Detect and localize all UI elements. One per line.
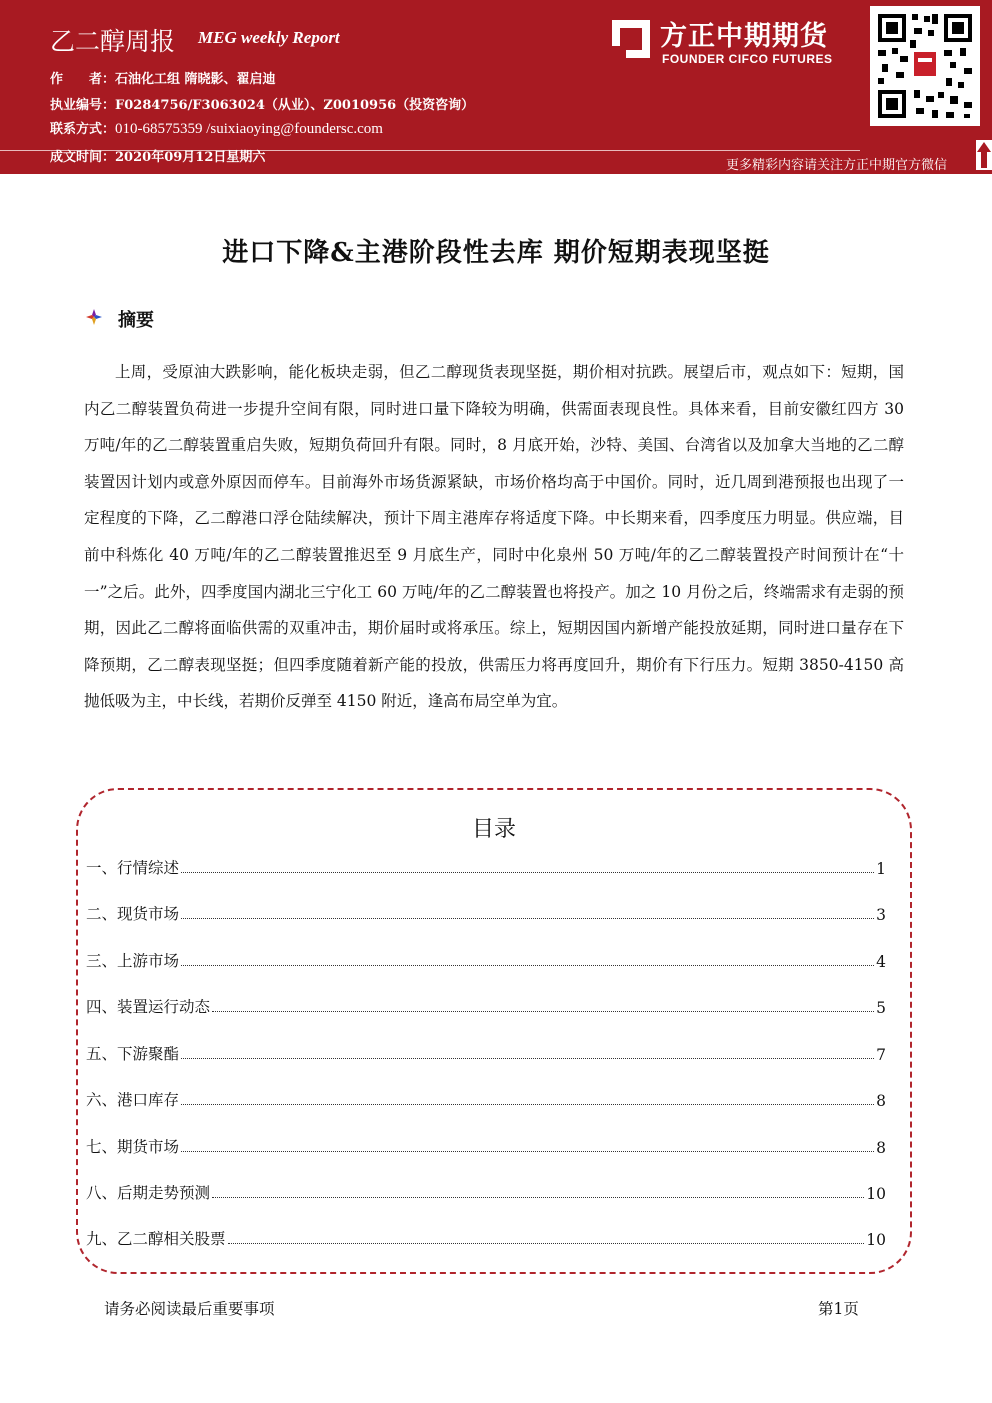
toc-item-label: 三、上游市场 (86, 952, 180, 970)
toc-item[interactable] (86, 949, 886, 971)
toc-item-page: 10 (866, 1231, 886, 1249)
arrow-up-icon (976, 140, 992, 170)
toc-item-page: 4 (876, 953, 886, 971)
toc-item[interactable] (86, 1181, 886, 1203)
toc-item-page: 10 (866, 1185, 886, 1203)
toc-item-page: 7 (876, 1046, 886, 1064)
toc-item[interactable] (86, 902, 886, 924)
bullet-icon (86, 309, 102, 325)
footer-notice: 请务必阅读最后重要事项 (104, 1300, 275, 1318)
toc-item[interactable] (86, 856, 886, 878)
toc-item[interactable] (86, 1227, 886, 1249)
date-label: 成文时间： (50, 150, 116, 165)
report-header (0, 0, 992, 174)
toc-leader (228, 1243, 865, 1244)
toc-item-label: 二、现货市场 (86, 905, 180, 923)
toc-item[interactable] (86, 1042, 886, 1064)
contact-line (50, 118, 383, 138)
toc-leader (181, 1151, 874, 1152)
table-of-contents (76, 788, 912, 1274)
license-label: 执业编号： (50, 98, 116, 113)
toc-item[interactable] (86, 1088, 886, 1110)
toc-item-page: 8 (876, 1139, 886, 1157)
toc-item[interactable] (86, 1135, 886, 1157)
brand-english-name: FOUNDER CIFCO FUTURES (662, 52, 833, 66)
toc-item-label: 八、后期走势预测 (86, 1184, 211, 1202)
abstract-text: 上周，受原油大跌影响，能化板块走弱，但乙二醇现货表现坚挺，期价相对抗跌。展望后市，观点如下：短期，国内乙二醇装置负荷进一步提升空间有限，同时进口量下降较为明确，供需面表现良性。具体来看，目前安徽红四方 30 万吨/年的乙二醇装置重启失败，短期负荷回升有限。同时，8 月底开始，沙特、美国、台湾省以及加拿大当地的乙二醇装置因计划内或意外原因而停车。目前海外市场货源紧缺，市场价格均高于中国价。同时，近几周到港预报也出现了一定程度的下降，乙二醇港口浮仓陆续解决，预计下周主港库存将适度下降。中长期来看，四季度压力明显。供应端，目前中科炼化 40 万吨/年的乙二醇装置推迟至 9 月底生产，同时中化泉州 50 万吨/年的乙二醇装置投产时间预计在“十一”之后。此外，四季度国内湖北三宁化工 60 万吨/年的乙二醇装置也将投产。加之 10 月份之后，终端需求有走弱的预期，因此乙二醇将面临供需的双重冲击，期价届时或将承压。综上，短期因国内新增产能投放延期，同时进口量存在下降预期，乙二醇表现坚挺；但四季度随着新产能的投放，供需压力将再度回升，期价有下行压力。短期 3850-4150 高抛低吸为主，中长线，若期价反弹至 4150 附近，逢高布局空单为宜。 (84, 363, 904, 711)
qr-code-icon (870, 6, 980, 126)
date-line (50, 146, 265, 165)
toc-item-label: 七、期货市场 (86, 1138, 180, 1156)
toc-leader (181, 872, 874, 873)
report-series-title: 乙二醇周报 (50, 27, 176, 56)
toc-title: 目录 (471, 817, 516, 842)
toc-leader (212, 1011, 874, 1012)
brand-logo-icon (612, 20, 650, 58)
license-value: F0284756/F3063024（从业）、Z0010956（投资咨询） (115, 98, 475, 113)
abstract-heading: 摘要 (118, 310, 154, 331)
license-line (50, 94, 474, 113)
author-label: 作 者： (50, 72, 116, 87)
toc-leader (181, 1104, 874, 1105)
toc-leader (181, 918, 874, 919)
toc-item-page: 1 (876, 860, 886, 878)
report-title: 进口下降&主港阶段性去库 期价短期表现坚挺 (222, 238, 770, 268)
contact-label: 联系方式： (50, 122, 116, 137)
follow-wechat-text: 更多精彩内容请关注方正中期官方微信 (726, 158, 948, 173)
toc-item-label: 四、装置运行动态 (86, 998, 211, 1016)
author-line (50, 68, 276, 87)
page-number: 第1页 (818, 1300, 859, 1318)
date-value: 2020年09月12日星期六 (115, 150, 266, 165)
toc-item-label: 一、行情综述 (86, 859, 180, 877)
toc-item-page: 5 (876, 999, 886, 1017)
toc-item-label: 六、港口库存 (86, 1091, 180, 1109)
toc-leader (181, 1058, 874, 1059)
toc-item-page: 3 (876, 906, 886, 924)
toc-leader (212, 1197, 864, 1198)
contact-value[interactable]: 010-68575359 /suixiaoying@foundersc.com (115, 121, 383, 137)
toc-item-label: 九、乙二醇相关股票 (86, 1230, 226, 1248)
brand-name: 方正中期期货 (660, 21, 828, 52)
toc-item-label: 五、下游聚酯 (86, 1045, 180, 1063)
author-value: 石油化工组 隋晓影、翟启迪 (115, 72, 276, 87)
report-series-subtitle: MEG weekly Report (198, 28, 340, 47)
toc-item[interactable] (86, 995, 886, 1017)
toc-leader (181, 965, 874, 966)
toc-item-page: 8 (876, 1092, 886, 1110)
